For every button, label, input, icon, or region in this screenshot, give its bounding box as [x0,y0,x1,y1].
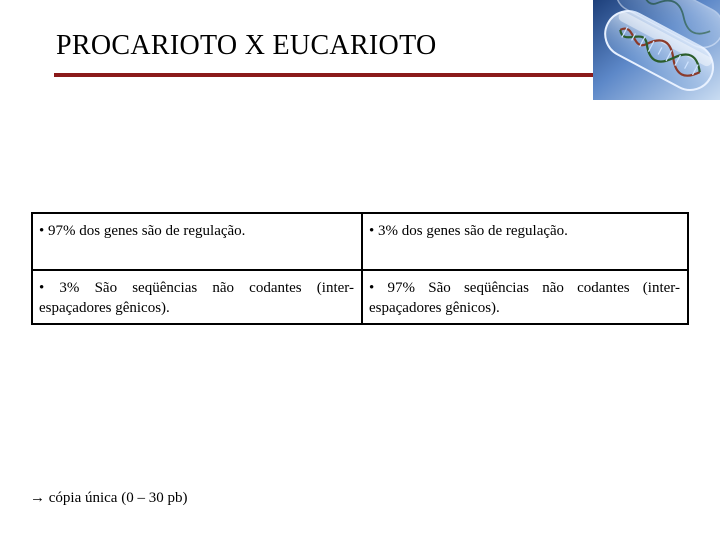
table-cell-procariote-regulation: • 97% dos genes são de regulação. [33,214,363,271]
table-cell-eucariote-noncoding: • 97% São seqüências não codantes (inter-espaçadores gênicos). [369,280,680,316]
slide-title: PROCARIOTO X EUCARIOTO [56,30,437,61]
comparison-table [31,212,689,325]
dna-capsule-icon [593,0,720,100]
dna-capsule-image [593,0,720,100]
table-cell-eucariote-regulation: • 3% dos genes são de regulação. [363,214,687,271]
table-cell-procariote-noncoding: • 3% São seqüências não codantes (inter-espaçadores gênicos). [33,271,363,323]
footnote-single-copy: → cópia única (0 – 30 pb) [30,490,188,506]
title-underline [54,73,599,77]
